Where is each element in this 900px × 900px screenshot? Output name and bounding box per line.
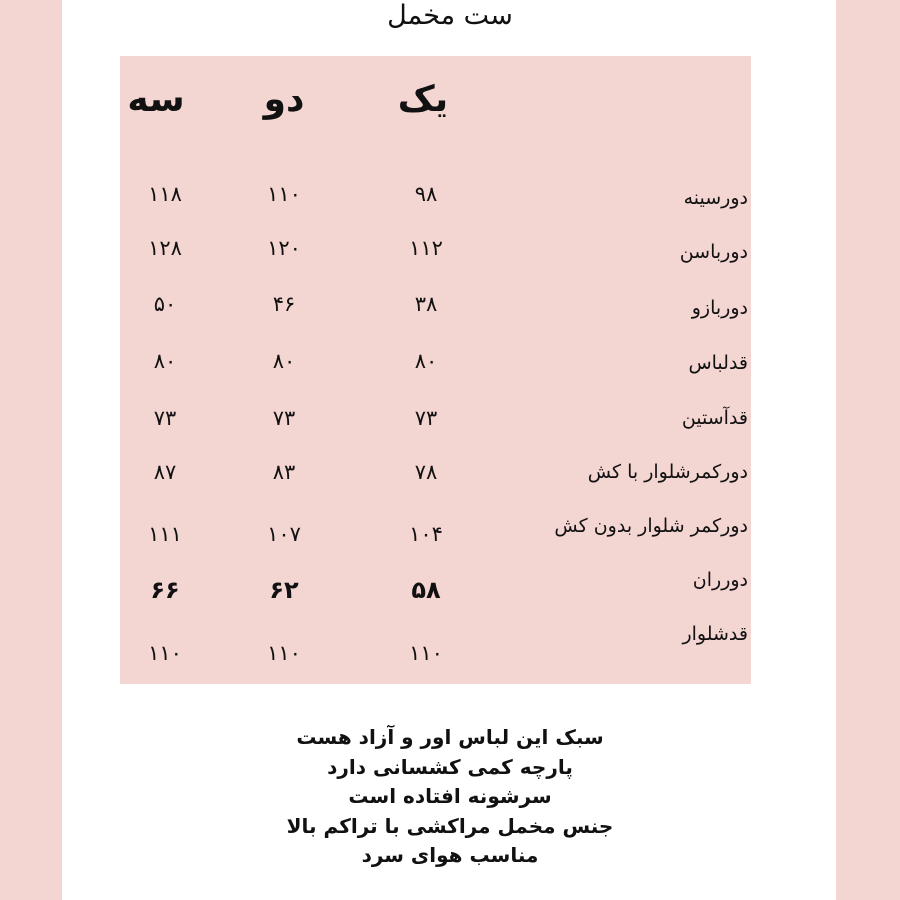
- cell-value: ۹۸: [414, 182, 438, 206]
- cell-value: ۸۰: [272, 349, 296, 373]
- column-header-size-3: سه: [127, 79, 185, 120]
- note-line: جنس مخمل مراکشی با تراکم بالا: [286, 813, 614, 838]
- cell-value: ۱۱۲: [409, 236, 443, 260]
- cell-value: ۶۲: [269, 576, 299, 604]
- cell-value: ۱۱۱: [148, 522, 182, 546]
- cell-value: ۶۶: [150, 576, 180, 604]
- table-row: [0, 341, 900, 381]
- note-line: سرشونه افتاده است: [348, 784, 552, 808]
- table-row: [0, 570, 900, 610]
- cell-value: ۷۸: [414, 460, 438, 484]
- table-row: [0, 452, 900, 492]
- cell-value: ۳۸: [414, 292, 438, 316]
- cell-value: ۵۰: [153, 292, 177, 316]
- cell-value: ۱۱۰: [267, 641, 301, 665]
- row-label: دورباسن: [679, 241, 748, 263]
- table-row: [0, 284, 900, 324]
- cell-value: ۸۰: [153, 349, 177, 373]
- cell-value: ۸۳: [272, 460, 296, 484]
- row-label: قدشلوار: [682, 623, 748, 645]
- column-header-size-2: دو: [263, 79, 305, 120]
- cell-value: ۱۱۰: [409, 641, 443, 665]
- table-row: [0, 228, 900, 268]
- note-line: پارچه کمی کشسانی دارد: [327, 754, 573, 779]
- table-row: [0, 174, 900, 214]
- cell-value: ۱۲۰: [267, 236, 301, 260]
- product-notes: [0, 723, 900, 871]
- cell-value: ۸۷: [153, 460, 177, 484]
- cell-value: ۱۰۷: [267, 522, 301, 546]
- row-label: دورکمر شلوار بدون کش: [554, 515, 748, 537]
- table-row: [0, 514, 900, 554]
- page-title: ست مخمل: [387, 0, 513, 31]
- cell-value: ۱۲۸: [148, 236, 182, 260]
- cell-value: ۷۳: [153, 406, 177, 430]
- table-row: [0, 623, 900, 673]
- cell-value: ۷۳: [272, 406, 296, 430]
- cell-value: ۱۰۴: [409, 522, 443, 546]
- cell-value: ۱۱۸: [148, 182, 182, 206]
- cell-value: ۱۱۰: [148, 641, 182, 665]
- row-label: دوربازو: [691, 297, 748, 319]
- cell-value: ۱۱۰: [267, 182, 301, 206]
- row-label: قدلباس: [688, 352, 748, 374]
- row-label: قدآستین: [681, 407, 748, 429]
- table-row: [0, 398, 900, 438]
- note-line: سبک این لباس اور و آزاد هست: [296, 725, 604, 749]
- note-line: مناسب هوای سرد: [361, 843, 539, 867]
- cell-value: ۵۸: [411, 576, 441, 604]
- cell-value: ۷۳: [414, 406, 438, 430]
- row-label: دورکمرشلوار با کش: [587, 461, 748, 483]
- row-label: دورسینه: [683, 187, 748, 209]
- column-header-size-1: یک: [397, 79, 449, 120]
- cell-value: ۸۰: [414, 349, 438, 373]
- cell-value: ۴۶: [272, 292, 296, 316]
- row-label: دورران: [692, 569, 748, 591]
